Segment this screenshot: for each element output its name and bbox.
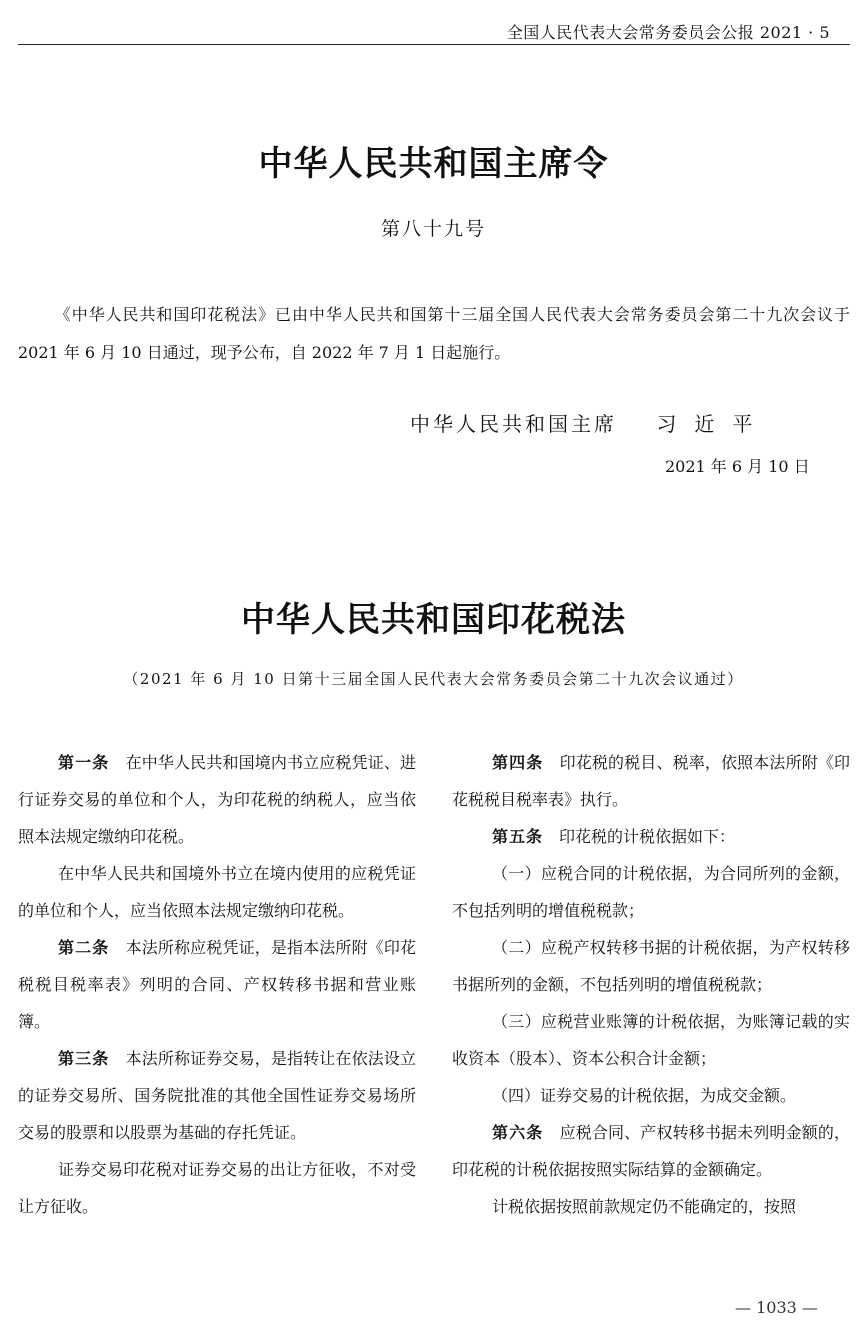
article-text: （三）应税营业账簿的计税依据，为账簿记载的实收资本（股本）、资本公积合计金额； [452,1012,850,1068]
right-column [452,744,850,1225]
page-number: — 1033 — [735,1298,818,1317]
article-text: 证券交易印花税对证券交易的出让方征收，不对受让方征收。 [18,1160,416,1216]
article-paragraph [18,929,416,1040]
law-title: 中华人民共和国印花税法 [241,600,626,640]
article-text: （一）应税合同的计税依据，为合同所列的金额，不包括列明的增值税税款； [452,864,850,920]
order-body: 《中华人民共和国印花税法》已由中华人民共和国第十三届全国人民代表大会常务委员会第二十九次会议于 2021 年 6 月 10 日通过，现予公布，自 2022 年 7 月 1 日起施行。 [18,305,850,362]
header-text: 全国人民代表大会常务委员会公报 2021 · 5 [506,23,830,42]
article-text: （二）应税产权转移书据的计税依据，为产权转移书据所列的金额，不包括列明的增值税税款； [452,938,850,994]
article-text: 本法所称证券交易，是指转让在依法设立的证券交易所、国务院批准的其他全国性证券交易场所交易的股票和以股票为基础的存托凭证。 [18,1049,416,1142]
article-text: 在中华人民共和国境内书立应税凭证、进行证券交易的单位和个人，为印花税的纳税人，应当依照本法规定缴纳印花税。 [18,753,416,846]
article-paragraph [452,744,850,818]
signer-title: 中华人民共和国主席 [410,412,617,436]
article-text: 应税合同、产权转移书据未列明金额的，印花税的计税依据按照实际结算的金额确定。 [452,1123,850,1179]
article-paragraph [452,855,850,929]
article-label: 第一条 [58,753,110,772]
article-paragraph [18,1040,416,1151]
article-label: 第四条 [492,753,544,772]
article-paragraph [18,855,416,929]
left-column [18,744,416,1225]
article-label: 第二条 [58,938,110,957]
article-paragraph [18,1151,416,1225]
law-subtitle: （2021 年 6 月 10 日第十三届全国人民代表大会常务委员会第二十九次会议通过） [123,670,744,688]
order-title: 中华人民共和国主席令 [258,144,609,184]
signature-line [410,408,770,437]
sign-date: 2021 年 6 月 10 日 [665,457,810,476]
order-number: 第八十九号 [380,218,486,240]
article-paragraph [452,1077,850,1114]
article-text: 印花税的计税依据如下： [559,827,736,846]
article-text: 本法所称应税凭证，是指本法所附《印花税税目税率表》列明的合同、产权转移书据和营业账簿。 [18,938,416,1031]
article-paragraph [18,744,416,855]
article-paragraph [452,1003,850,1077]
article-label: 第五条 [492,827,544,846]
article-text: （四）证券交易的计税依据，为成交金额。 [492,1086,797,1105]
signer-name: 习近平 [656,412,771,436]
article-label: 第六条 [492,1123,544,1142]
page-header [18,8,850,45]
article-text: 印花税的税目、税率，依照本法所附《印花税税目税率表》执行。 [452,753,850,809]
article-label: 第三条 [58,1049,110,1068]
article-paragraph [452,929,850,1003]
article-paragraph [452,1114,850,1188]
article-paragraph [452,1188,850,1225]
article-text: 计税依据按照前款规定仍不能确定的，按照 [492,1197,797,1216]
article-text: 在中华人民共和国境外书立在境内使用的应税凭证的单位和个人，应当依照本法规定缴纳印花税。 [18,864,416,920]
article-paragraph [452,818,850,855]
